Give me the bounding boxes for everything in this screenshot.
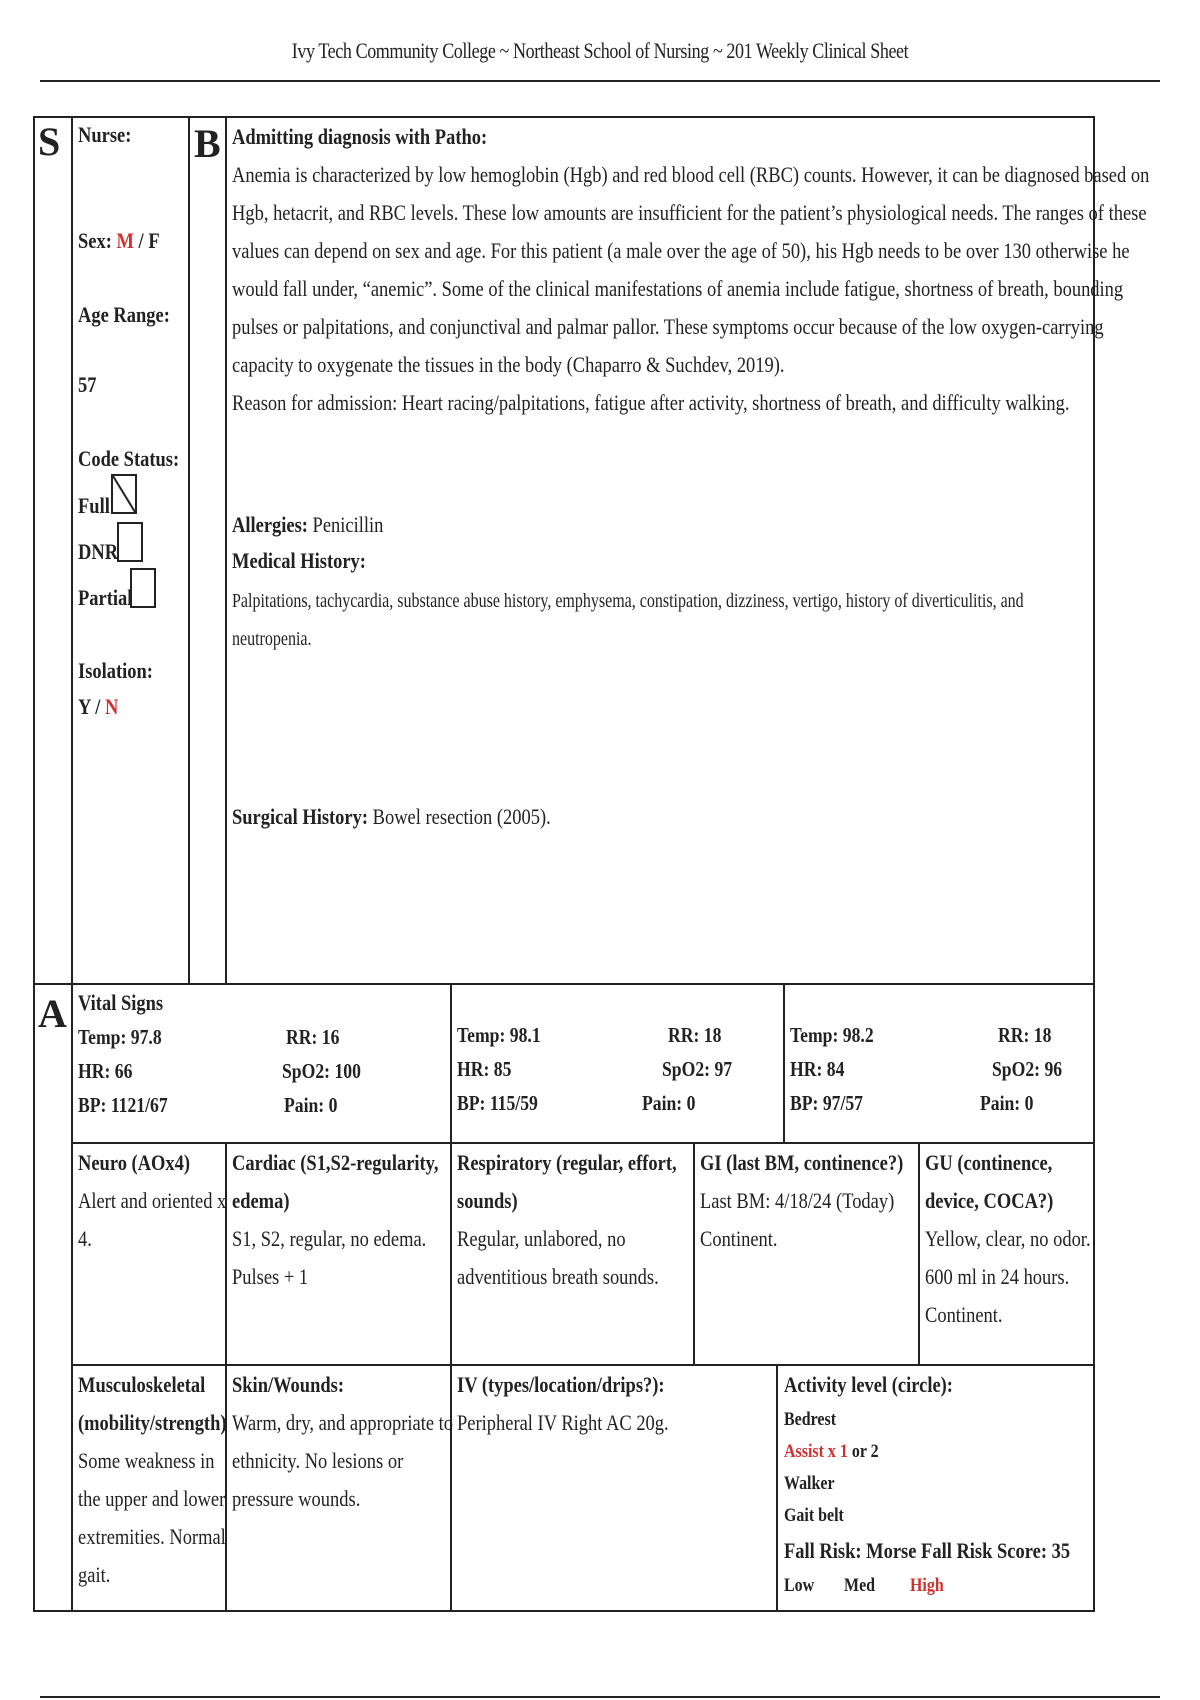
activity-walker[interactable]: Walker bbox=[784, 1473, 835, 1494]
allergies-field bbox=[232, 506, 412, 544]
code-full-checkbox[interactable] bbox=[111, 474, 137, 514]
iv-title: IV (types/location/drips?): bbox=[457, 1372, 665, 1397]
gu-cell: GU (continence, device, COCA?) Yellow, clear, no odor. 600 ml in 24 hours. Continent. bbox=[925, 1144, 1122, 1334]
activity-title: Activity level (circle): bbox=[784, 1372, 953, 1397]
vitals-set-1: Temp: 97.8 HR: 66 BP: 1121/67 bbox=[78, 1025, 168, 1117]
musculoskeletal-title: Musculoskeletal bbox=[78, 1372, 206, 1397]
footer-rule bbox=[40, 1696, 1160, 1698]
medical-history-text: Palpitations, tachycardia, substance abuse history, emphysema, constipation, dizziness, vertigo, history of diverticulitis, and neutropenia. bbox=[232, 590, 1024, 650]
vitals-set-3: Temp: 98.2 HR: 84 BP: 97/57 bbox=[790, 1023, 874, 1115]
fall-risk-low[interactable]: Low bbox=[784, 1575, 815, 1596]
isolation-n-option[interactable]: N bbox=[105, 694, 119, 719]
sex-field: Sex: M / F bbox=[78, 228, 160, 253]
activity-assist[interactable]: Assist x 1 or 2 bbox=[784, 1441, 879, 1462]
admission-reason: Reason for admission: Heart racing/palpitations, fatigue after activity, shortness of breath, and difficulty walking. bbox=[232, 390, 1070, 415]
sex-f-option[interactable]: F bbox=[148, 228, 160, 253]
skin-cell: Skin/Wounds: Warm, dry, and appropriate to ethnicity. No lesions or pressure wounds. bbox=[232, 1366, 495, 1518]
diagnosis-line: values can depend on sex and age. For this patient (a male over the age of 50), his Hgb needs to be over 130 otherwise he bbox=[232, 238, 1130, 263]
allergies-value: Penicillin bbox=[312, 512, 384, 537]
age-value: 57 bbox=[78, 372, 97, 397]
respiratory-cell: Respiratory (regular, effort, sounds) Regular, unlabored, no adventitious breath sounds. bbox=[457, 1144, 718, 1296]
isolation-label: Isolation: bbox=[78, 658, 153, 683]
gu-title: GU (continence, bbox=[925, 1150, 1053, 1175]
activity-bedrest[interactable]: Bedrest bbox=[784, 1409, 837, 1430]
vitals-set-1-right: RR: 16 SpO2: 100 Pain: 0 bbox=[282, 1025, 361, 1117]
allergies-label: Allergies: bbox=[232, 512, 308, 537]
surgical-history-label: Surgical History: bbox=[232, 804, 369, 829]
vitals-title: Vital Signs bbox=[78, 990, 164, 1015]
diagnosis-line: would fall under, “anemic”. Some of the clinical manifestations of anemia include fatigue, shortness of breath, bounding bbox=[232, 276, 1124, 301]
activity-gait-belt[interactable]: Gait belt bbox=[784, 1505, 844, 1526]
musculoskeletal-cell: Musculoskeletal (mobility/strength) Some weakness in the upper and lower extremities. Normal gait. bbox=[78, 1366, 255, 1594]
code-status-label: Code Status: bbox=[78, 446, 180, 471]
fall-risk-label: Fall Risk: Morse Fall Risk Score: 35 bbox=[784, 1538, 1071, 1563]
fall-risk-options bbox=[784, 1570, 1125, 1602]
gi-cell: GI (last BM, continence?) Last BM: 4/18/24 (Today) Continent. bbox=[700, 1144, 942, 1258]
b-letter: B bbox=[194, 121, 221, 166]
isolation-field: Y / N bbox=[78, 694, 119, 719]
surgical-history-value: Bowel resection (2005). bbox=[372, 804, 551, 829]
iv-cell: IV (types/location/drips?): Peripheral IV Right AC 20g. bbox=[457, 1366, 709, 1442]
fall-risk-high[interactable]: High bbox=[910, 1575, 944, 1596]
code-dnr-checkbox[interactable] bbox=[117, 522, 143, 562]
check-mark-icon bbox=[113, 476, 135, 512]
respiratory-title: Respiratory (regular, effort, bbox=[457, 1150, 677, 1175]
code-dnr-label: DNR bbox=[78, 539, 119, 564]
diagnosis-line: pulses or palpitations, and conjunctival and palmar pallor. These symptoms occur because of the low oxygen-carrying bbox=[232, 314, 1104, 339]
neuro-title: Neuro (AOx4) bbox=[78, 1150, 191, 1175]
diagnosis-text bbox=[232, 156, 1200, 422]
gi-title: GI (last BM, continence?) bbox=[700, 1150, 904, 1175]
cardiac-cell: Cardiac (S1,S2-regularity, edema) S1, S2, regular, no edema. Pulses + 1 bbox=[232, 1144, 478, 1296]
cardiac-title: Cardiac (S1,S2-regularity, bbox=[232, 1150, 439, 1175]
diagnosis-line: Hgb, hetacrit, and RBC levels. These low amounts are insufficient for the patient’s physiological needs. The ranges of these bbox=[232, 200, 1147, 225]
activity-cell bbox=[784, 1366, 1125, 1602]
header-rule bbox=[40, 80, 1160, 82]
page-header: Ivy Tech Community College ~ Northeast School of Nursing ~ 201 Weekly Clinical Sheet bbox=[291, 38, 909, 63]
diagnosis-line: capacity to oxygenate the tissues in the body (Chaparro & Suchdev, 2019). bbox=[232, 352, 785, 377]
diagnosis-label: Admitting diagnosis with Patho: bbox=[232, 124, 488, 149]
fall-risk-med[interactable]: Med bbox=[844, 1575, 876, 1596]
code-full-label: Full bbox=[78, 493, 110, 518]
nurse-label: Nurse: bbox=[78, 122, 132, 147]
code-partial-checkbox[interactable] bbox=[130, 568, 156, 608]
sex-m-option[interactable]: M bbox=[116, 228, 134, 253]
medical-history-label: Medical History: bbox=[232, 548, 366, 573]
a-letter: A bbox=[38, 991, 67, 1036]
age-label: Age Range: bbox=[78, 302, 170, 327]
isolation-y-option[interactable]: Y bbox=[78, 694, 91, 719]
code-partial-label: Partial bbox=[78, 585, 133, 610]
vitals-set-2-right: RR: 18 SpO2: 97 Pain: 0 bbox=[642, 1023, 733, 1115]
vitals-set-3-right: RR: 18 SpO2: 96 Pain: 0 bbox=[980, 1023, 1063, 1115]
skin-title: Skin/Wounds: bbox=[232, 1372, 344, 1397]
s-letter: S bbox=[38, 119, 61, 164]
surgical-history-field bbox=[232, 798, 611, 836]
neuro-cell: Neuro (AOx4) Alert and oriented x 4. bbox=[78, 1144, 223, 1258]
sex-label: Sex: bbox=[78, 228, 112, 253]
vitals-set-2: Temp: 98.1 HR: 85 BP: 115/59 bbox=[457, 1023, 541, 1115]
diagnosis-line: Anemia is characterized by low hemoglobin (Hgb) and red blood cell (RBC) counts. However, it can be diagnosed based on bbox=[232, 162, 1150, 187]
